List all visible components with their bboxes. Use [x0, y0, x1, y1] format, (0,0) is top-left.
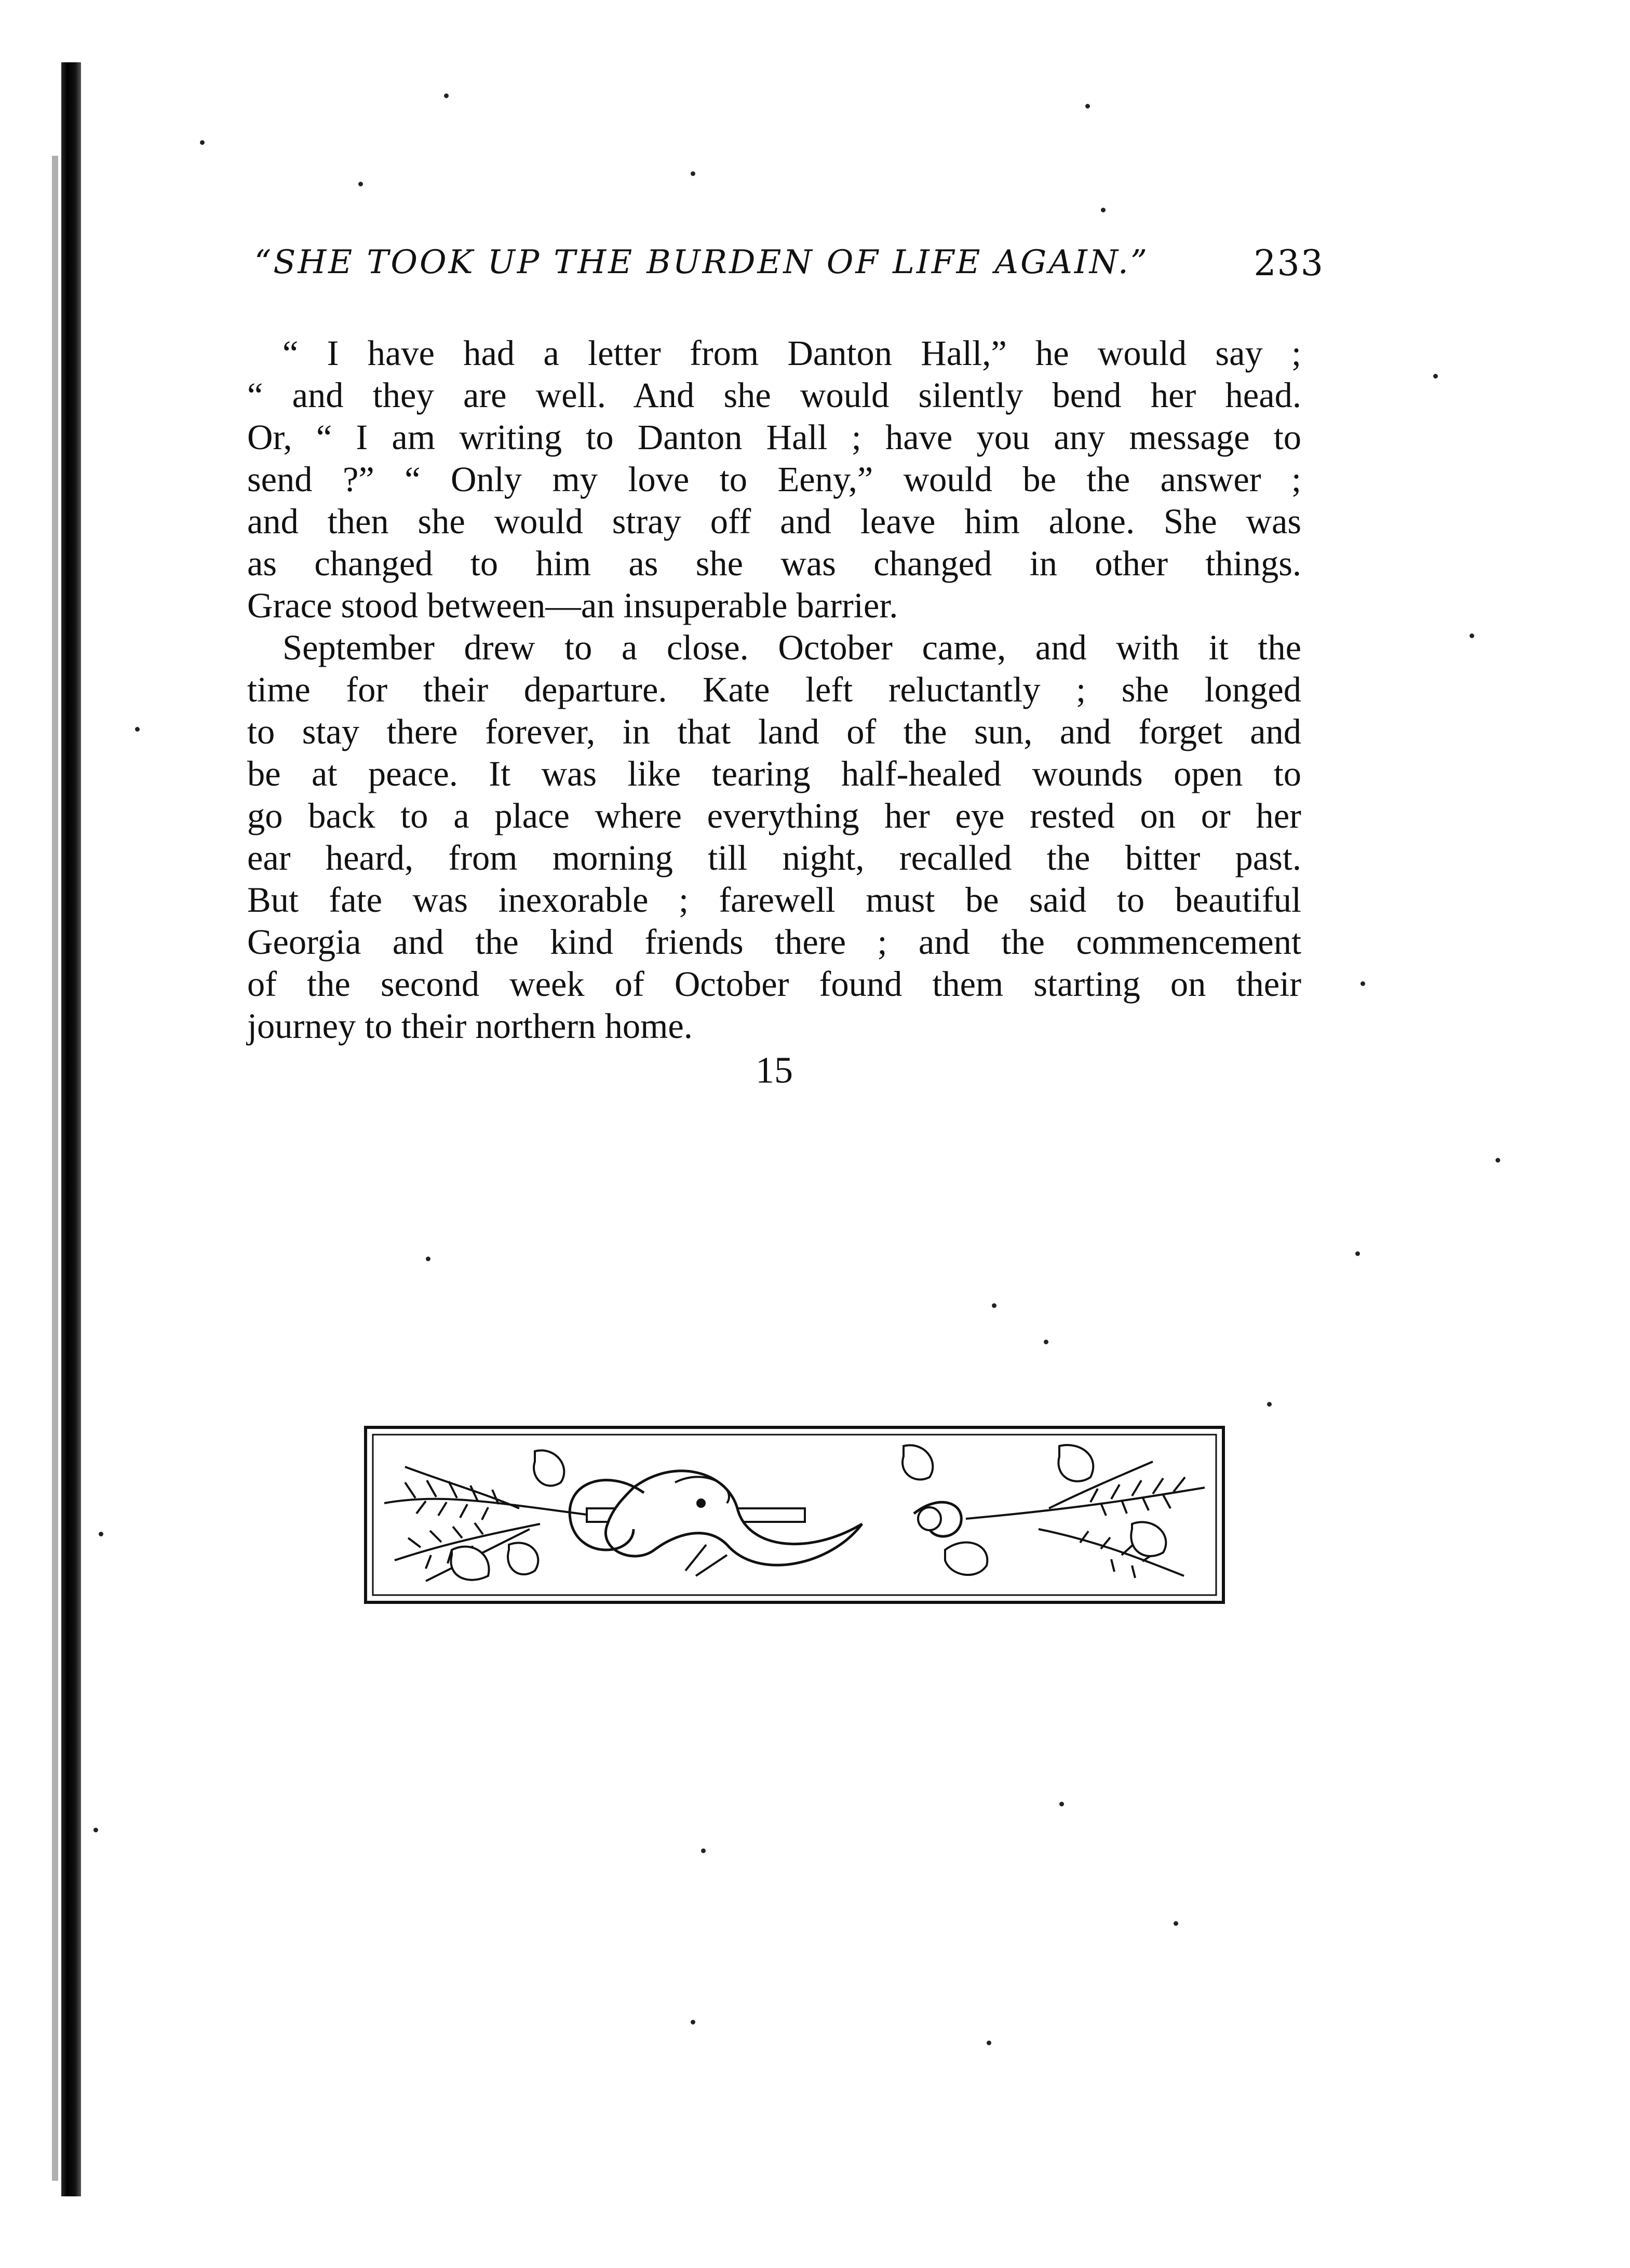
scan-speck — [1044, 1340, 1048, 1344]
text-line: and then she would stray off and leave him alone. She was — [247, 502, 1301, 541]
scan-speck — [1085, 104, 1090, 109]
text-line: Georgia and the kind friends there ; and the commencement — [247, 922, 1301, 962]
scan-speck — [1174, 1921, 1178, 1926]
binding-edge — [61, 62, 81, 2196]
scan-speck — [426, 1257, 430, 1261]
scan-speck — [93, 1828, 98, 1832]
text-line: ear heard, from morning till night, recalled the bitter past. — [247, 838, 1301, 878]
scan-speck — [135, 727, 140, 732]
scan-speck — [444, 93, 449, 98]
text-line: journey to their northern home. — [247, 1006, 693, 1046]
scan-speck — [1355, 1251, 1360, 1256]
scan-speck — [358, 182, 363, 186]
text-line: September drew to a close. October came, and with it the — [282, 628, 1301, 667]
running-head-title: “SHE TOOK UP THE BURDEN OF LIFE AGAIN.” — [254, 243, 1150, 281]
scan-speck — [99, 1532, 103, 1536]
scan-speck — [691, 2020, 695, 2024]
binding-edge-shadow — [52, 156, 58, 2181]
text-line: But fate was inexorable ; farewell must be said to beautiful — [247, 880, 1301, 920]
text-line: send ?” “ Only my love to Eeny,” would be the answer ; — [247, 460, 1301, 499]
scan-speck — [992, 1303, 996, 1308]
text-line: Or, “ I am writing to Danton Hall ; have you any message to — [247, 417, 1301, 457]
scan-speck — [1059, 1802, 1064, 1806]
scan-speck — [701, 1848, 706, 1853]
signature-mark: 15 — [756, 1049, 793, 1091]
scan-speck — [1101, 208, 1106, 212]
text-line: Grace stood between—an insuperable barrier. — [247, 586, 898, 625]
scan-speck — [987, 2041, 991, 2045]
text-line: of the second week of October found them starting on their — [247, 964, 1301, 1004]
scan-speck — [1433, 374, 1438, 379]
scan-speck — [1360, 981, 1365, 986]
scan-speck — [1496, 1158, 1500, 1163]
text-line: “ I have had a letter from Danton Hall,” he would say ; — [282, 333, 1301, 373]
text-line: as changed to him as she was changed in other things. — [247, 544, 1301, 583]
running-head — [244, 243, 1324, 295]
scan-speck — [1267, 1402, 1272, 1407]
text-line: time for their departure. Kate left reluctantly ; she longed — [247, 670, 1301, 709]
scan-speck — [1470, 633, 1474, 638]
scan-speck — [200, 140, 205, 145]
page-number: 233 — [1254, 243, 1324, 284]
ornamental-tailpiece-icon — [363, 1425, 1225, 1604]
body-text — [247, 332, 1301, 1047]
text-line: to stay there forever, in that land of the sun, and forget and — [247, 712, 1301, 751]
text-line: go back to a place where everything her eye rested on or her — [247, 796, 1301, 835]
text-line: “ and they are well. And she would silently bend her head. — [247, 375, 1301, 415]
scan-speck — [691, 171, 695, 176]
text-line: be at peace. It was like tearing half-healed wounds open to — [247, 754, 1301, 793]
